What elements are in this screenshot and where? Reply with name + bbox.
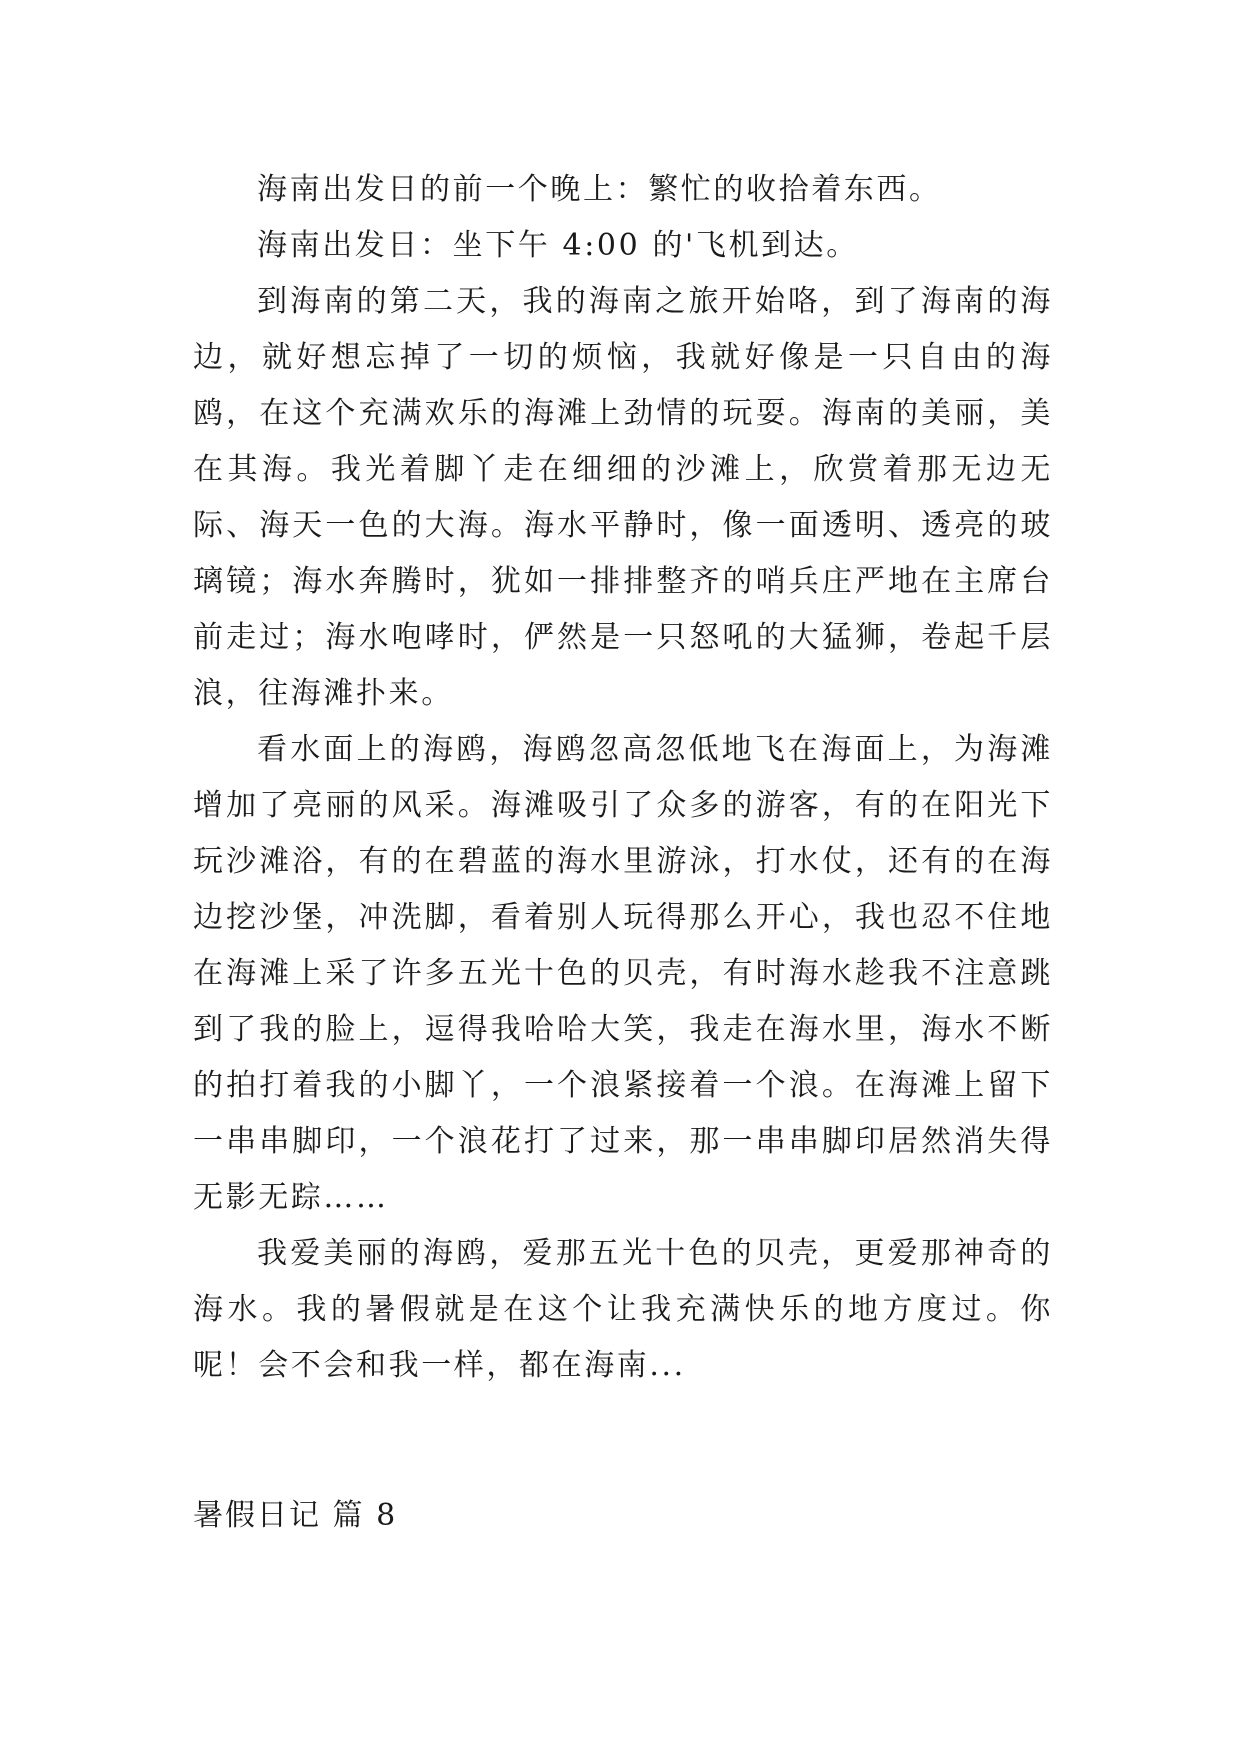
- section-heading: 暑假日记 篇 8: [193, 1498, 398, 1533]
- paragraph-conclusion: 我爱美丽的海鸥，爱那五光十色的贝壳，更爱那神奇的海水。我的暑假就是在这个让我充满快乐的地方度过。你呢！会不会和我一样，都在海南...: [193, 1236, 1053, 1383]
- paragraph-departure-eve: 海南出发日的前一个晚上：繁忙的收拾着东西。: [257, 172, 942, 207]
- paragraph-seagulls: 看水面上的海鸥，海鸥忽高忽低地飞在海面上，为海滩增加了亮丽的风采。海滩吸引了众多的游客，有的在阳光下玩沙滩浴，有的在碧蓝的海水里游泳，打水仗，还有的在海边挖沙堡，冲洗脚，看着别人玩得那么开心，我也忍不住地在海滩上采了许多五光十色的贝壳，有时海水趁我不注意跳到了我的脸上，逗得我哈哈大笑，我走在海水里，海水不断的拍打着我的小脚丫，一个浪紧接着一个浪。在海滩上留下一串串脚印，一个浪花打了过来，那一串串脚印居然消失得无影无踪……: [193, 732, 1053, 1215]
- paragraph-second-day: 到海南的第二天，我的海南之旅开始咯，到了海南的海边，就好想忘掉了一切的烦恼，我就好像是一只自由的海鸥，在这个充满欢乐的海滩上劲情的玩耍。海南的美丽，美在其海。我光着脚丫走在细细的沙滩上，欣赏着那无边无际、海天一色的大海。海水平静时，像一面透明、透亮的玻璃镜；海水奔腾时，犹如一排排整齐的哨兵庄严地在主席台前走过；海水咆哮时，俨然是一只怒吼的大猛狮，卷起千层浪，往海滩扑来。: [193, 284, 1053, 711]
- paragraph-departure-day: 海南出发日：坐下午 4:00 的'飞机到达。: [257, 228, 859, 263]
- document-body: [193, 162, 1053, 1394]
